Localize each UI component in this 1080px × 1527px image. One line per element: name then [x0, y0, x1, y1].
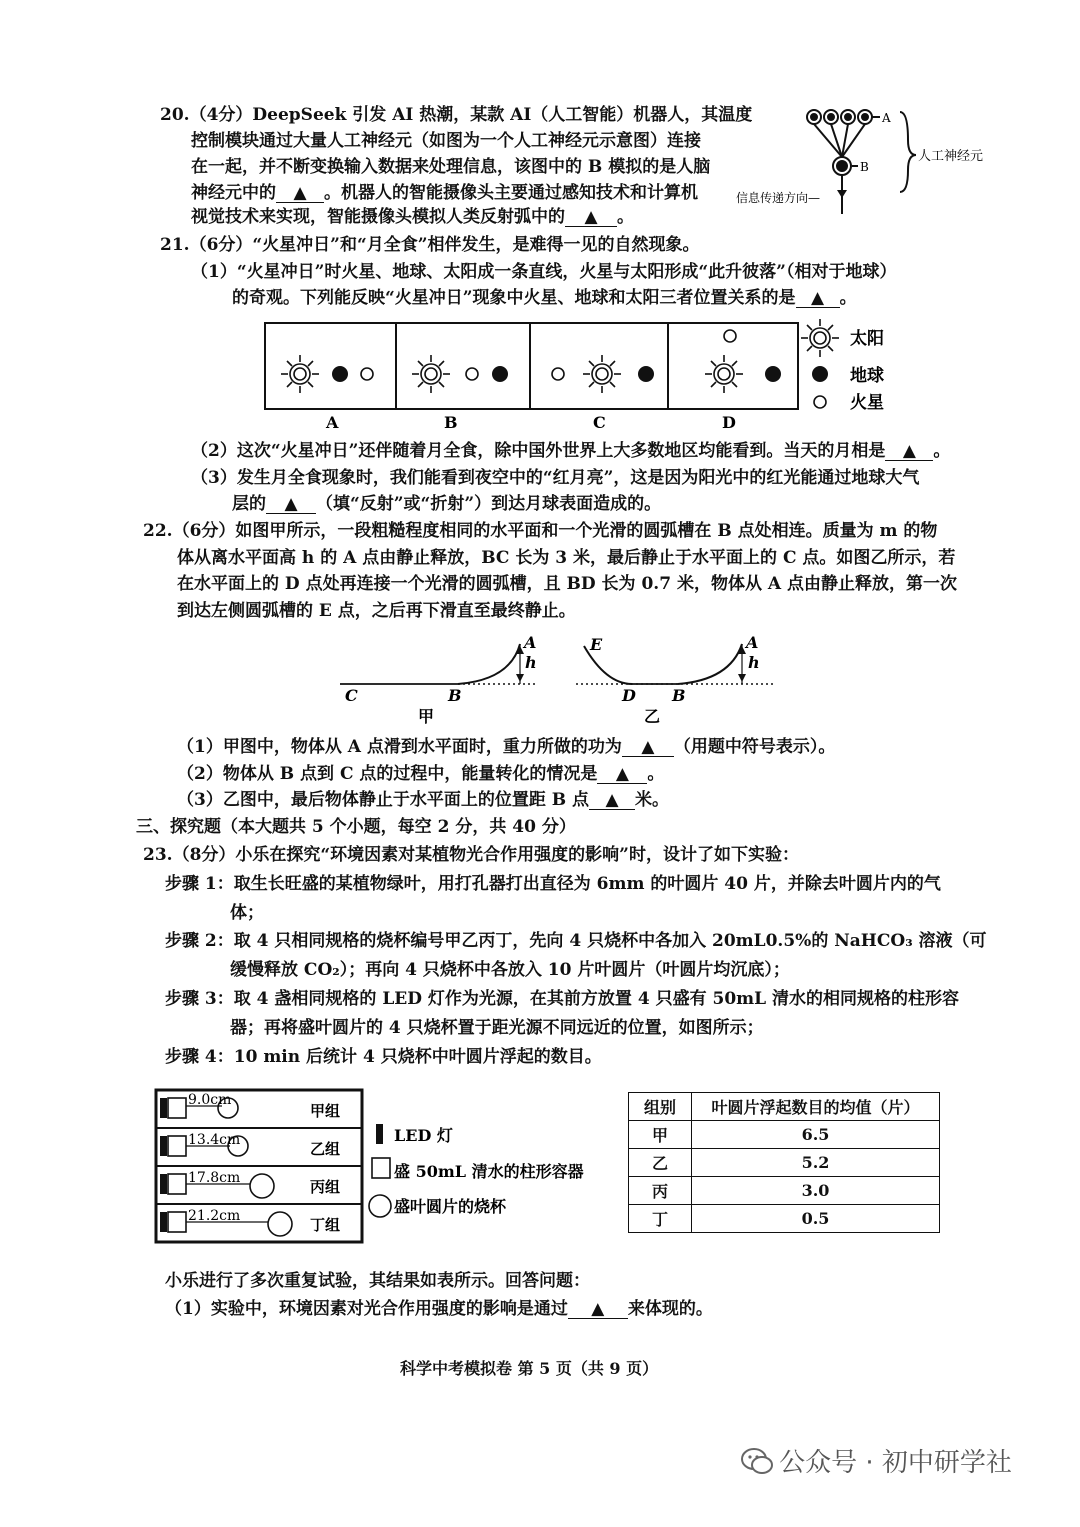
arrow-down-icon: [837, 190, 847, 198]
q22-line4: 到达左侧圆弧槽的 E 点，之后再下滑直至最终静止。: [177, 601, 576, 621]
mars-icon: [814, 396, 826, 408]
row-jia: [160, 1092, 340, 1120]
label-b: B: [860, 160, 869, 174]
q23-step1-a: 步骤 1：取生长旺盛的某植物绿叶，用打孔器打出直径为 6mm 的叶圆片 40 片，并除去叶圆片内的气: [165, 874, 941, 894]
q23-step3-a: 步骤 3：取 4 盏相同规格的 LED 灯作为光源，在其前方放置 4 只盛有 50mL 清水的相同规格的柱形容: [165, 989, 960, 1009]
earth-icon: [812, 366, 828, 382]
answer-blank[interactable]: ▲: [796, 289, 840, 308]
legend-mars: 火星: [850, 393, 884, 413]
svg-text:丁组: 丁组: [310, 1216, 341, 1234]
svg-text:乙组: 乙组: [310, 1140, 341, 1158]
legend-sun: 太阳: [850, 329, 884, 349]
q22-p3: （3）乙图中，最后物体静止于水平面上的位置距 B 点 ▲ 米。: [177, 790, 670, 810]
caption-jia: 甲: [418, 707, 435, 725]
earth-icon: [332, 366, 348, 382]
table-row: 乙 5.2: [629, 1149, 940, 1177]
svg-text:A: A: [524, 633, 537, 652]
mars-icon: [724, 330, 736, 342]
q20-line1: 20.（4分）DeepSeek 引发 AI 热潮，某款 AI（人工智能）机器人，其温度: [160, 105, 753, 125]
svg-text:盛叶圆片的烧杯: 盛叶圆片的烧杯: [394, 1197, 507, 1216]
answer-blank[interactable]: ▲: [597, 765, 647, 784]
q20-line2: 控制模块通过大量人工神经元（如图为一个人工神经元示意图）连接: [191, 131, 701, 151]
earth-icon: [638, 366, 654, 382]
q20-line3: 在一起，并不断变换输入数据来处理信息，该图中的 B 模拟的是人脑: [191, 157, 711, 177]
beaker-icon: [268, 1212, 292, 1236]
svg-text:B: B: [672, 686, 686, 705]
q22-line1: 22.（6分）如图甲所示，一段粗糙程度相同的水平面和一个光滑的圆弧槽在 B 点处相连。质量为 m 的物: [143, 521, 938, 541]
section-3-heading: 三、探究题（本大题共 5 个小题，每空 2 分，共 40 分）: [136, 817, 576, 837]
svg-text:D: D: [622, 686, 636, 705]
led-icon: [160, 1212, 167, 1232]
q23-step2-a: 步骤 2：取 4 只相同规格的烧杯编号甲乙丙丁，先向 4 只烧杯中各加入 20mL0.5%的 NaHCO₃ 溶液（可: [165, 931, 987, 951]
table-row: 甲 6.5: [629, 1121, 940, 1149]
experiment-setup: [150, 1086, 620, 1246]
q21-title: 21.（6分）“火星冲日”和“月全食”相伴发生，是难得一见的自然现象。: [160, 235, 700, 255]
option-a-label[interactable]: A: [326, 413, 339, 432]
mars-icon: [361, 368, 373, 380]
table-header-row: 组别 叶圆片浮起数目的均值（片）: [629, 1093, 940, 1121]
arrow-down-icon: [516, 674, 524, 682]
answer-blank[interactable]: ▲: [565, 208, 617, 227]
q21-p1-line2: 的奇观。下列能反映“火星冲日”现象中火星、地球和太阳三者位置关系的是 ▲ 。: [232, 288, 857, 308]
results-table: [628, 1092, 940, 1233]
answer-blank[interactable]: ▲: [622, 738, 674, 757]
legend-earth: 地球: [850, 366, 884, 386]
earth-icon: [492, 366, 508, 382]
beaker-icon: [369, 1195, 391, 1217]
container-icon: [372, 1158, 390, 1178]
wechat-icon: [740, 1446, 774, 1476]
neuron-diagram: [730, 100, 1000, 220]
svg-text:丙组: 丙组: [310, 1178, 341, 1196]
arrow-down-icon: [738, 674, 746, 682]
page-footer: 科学中考模拟卷 第 5 页（共 9 页）: [400, 1359, 659, 1378]
q20-line5: 视觉技术来实现，智能摄像头模拟人类反射弧中的 ▲ 。: [191, 207, 634, 227]
row-bing: [160, 1170, 340, 1198]
q21-p3-line2: 层的 ▲ （填“反射”或“折射”）到达月球表面造成的。: [232, 494, 662, 514]
svg-text:17.8cm: 17.8cm: [188, 1170, 241, 1186]
mars-icon: [466, 368, 478, 380]
svg-text:13.4cm: 13.4cm: [188, 1132, 241, 1148]
q23-step3-b: 器；再将盛叶圆片的 4 只烧杯置于距光源不同远近的位置，如图所示；: [230, 1018, 764, 1038]
option-c-label[interactable]: C: [593, 413, 606, 432]
svg-text:h: h: [748, 653, 760, 672]
q23-p1: （1）实验中，环境因素对光合作用强度的影响是通过 ▲ 来体现的。: [165, 1299, 713, 1319]
q23-step2-b: 缓慢释放 CO₂）；再向 4 只烧杯中各放入 10 片叶圆片（叶圆片均沉底）；: [230, 960, 790, 980]
q23-step1-b: 体；: [230, 903, 264, 923]
earth-icon: [765, 366, 781, 382]
container-icon: [168, 1136, 186, 1156]
q23-step4: 步骤 4：10 min 后统计 4 只烧杯中叶圆片浮起的数目。: [165, 1047, 602, 1067]
svg-text:A: A: [746, 633, 759, 652]
row-ding: [160, 1208, 340, 1236]
brace-label: 人工神经元: [918, 149, 984, 164]
answer-blank[interactable]: ▲: [266, 495, 316, 514]
svg-text:C: C: [345, 686, 358, 705]
caption-yi: 乙: [644, 707, 661, 725]
sun-earth-mars-options: [260, 318, 910, 434]
watermark: 公众号 · 初中研学社: [740, 1442, 1012, 1479]
figure-yi: [570, 630, 790, 725]
svg-text:E: E: [590, 635, 603, 654]
answer-blank[interactable]: ▲: [276, 184, 324, 203]
led-icon: [376, 1124, 383, 1144]
mars-icon: [552, 368, 564, 380]
option-d-label[interactable]: D: [722, 413, 736, 432]
container-icon: [168, 1098, 186, 1118]
svg-text:B: B: [448, 686, 462, 705]
beaker-icon: [250, 1174, 274, 1198]
svg-text:21.2cm: 21.2cm: [188, 1208, 241, 1224]
row-yi: [160, 1132, 340, 1158]
answer-blank[interactable]: ▲: [568, 1300, 628, 1319]
svg-text:甲组: 甲组: [310, 1102, 341, 1120]
svg-text:LED 灯: LED 灯: [394, 1126, 453, 1145]
q21-p2: （2）这次“火星冲日”还伴随着月全食，除中国外世界上大多数地区均能看到。当天的月相是 ▲ 。: [191, 441, 951, 461]
svg-text:h: h: [525, 653, 537, 672]
answer-blank[interactable]: ▲: [885, 442, 933, 461]
q20-line4: 神经元中的 ▲ 。机器人的智能摄像头主要通过感知技术和计算机: [191, 183, 698, 203]
q23-after: 小乐进行了多次重复试验，其结果如表所示。回答问题：: [165, 1271, 590, 1291]
option-b-label[interactable]: B: [444, 413, 458, 432]
led-icon: [160, 1136, 167, 1156]
label-a: A: [882, 111, 891, 125]
table-row: 丙 3.0: [629, 1177, 940, 1205]
q21-p3-line1: （3）发生月全食现象时，我们能看到夜空中的“红月亮”，这是因为阳光中的红光能通过地球大气: [191, 468, 920, 488]
svg-text:盛 50mL 清水的柱形容器: 盛 50mL 清水的柱形容器: [394, 1162, 584, 1181]
q23-title: 23.（8分）小乐在探究“环境因素对某植物光合作用强度的影响”时，设计了如下实验：: [143, 845, 799, 865]
container-icon: [168, 1212, 186, 1232]
container-icon: [168, 1174, 186, 1194]
table-row: 丁 0.5: [629, 1205, 940, 1233]
q22-p1: （1）甲图中，物体从 A 点滑到水平面时，重力所做的功为 ▲ （用题中符号表示）。: [177, 737, 836, 757]
led-icon: [160, 1098, 167, 1118]
q21-p1-line1: （1）“火星冲日”时火星、地球、太阳成一条直线，火星与太阳形成“此升彼落”（相对于地球）: [191, 262, 897, 282]
led-icon: [160, 1174, 167, 1194]
arrow-label: 信息传递方向—: [736, 191, 821, 205]
q22-line3: 在水平面上的 D 点处再连接一个光滑的圆弧槽，且 BD 长为 0.7 米，物体从 A 点由静止释放，第一次: [177, 574, 957, 594]
q22-p2: （2）物体从 B 点到 C 点的过程中，能量转化的情况是 ▲ 。: [177, 764, 665, 784]
figure-jia: [330, 630, 550, 725]
q22-line2: 体从离水平面高 h 的 A 点由静止释放，BC 长为 3 米，最后静止于水平面上的 C 点。如图乙所示，若: [177, 548, 956, 568]
answer-blank[interactable]: ▲: [589, 791, 635, 810]
svg-text:9.0cm: 9.0cm: [188, 1092, 232, 1108]
